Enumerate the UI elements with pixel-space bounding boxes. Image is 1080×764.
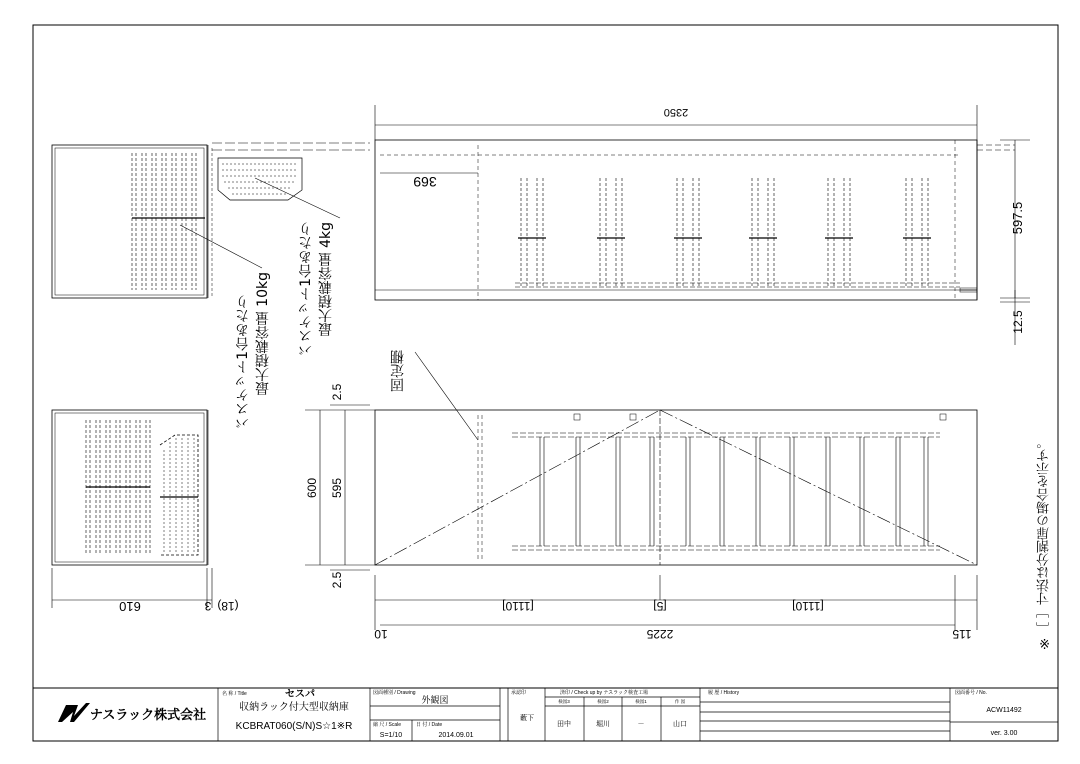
drawing-label: 図面種別 / Drawing [373, 690, 416, 696]
dim-610: 610 [119, 599, 141, 614]
side-view-bottom [52, 410, 208, 565]
plan-dimensions [305, 405, 977, 630]
check-v1: 田中 [557, 721, 571, 728]
dim-369: 369 [413, 174, 437, 190]
title-label: 名 称 / Title [222, 691, 247, 697]
dimension-note: ※［ ］寸法は分割扉の場合を示す。 [1037, 436, 1052, 651]
company-logo [0, 703, 90, 722]
sheet-frame [33, 25, 1058, 741]
front-view-top [375, 140, 1015, 300]
plan-view-shelf-bars [540, 437, 928, 546]
title-main: セスパ [285, 689, 315, 700]
designer-name: 藪下 [520, 715, 534, 722]
check-h2: 検図2 [597, 699, 609, 704]
check-h3: 検図1 [635, 699, 647, 704]
front-view-top-uprights [521, 178, 928, 288]
version: ver. 3.00 [990, 730, 1018, 737]
date-value: 2014.09.01 [438, 732, 474, 739]
drawing-type: 外観図 [421, 695, 449, 705]
scale-value: S=1/10 [379, 732, 403, 739]
dim-597: 597.5 [1010, 201, 1025, 235]
check-v2: 堀川 [596, 721, 610, 728]
dim-2-5-top: 2.5 [330, 383, 344, 401]
drawing-number: ACW11492 [986, 707, 1022, 714]
dim-115: 115 [952, 627, 972, 641]
side-view-top [52, 145, 262, 298]
basket-10kg-line2: 最大積載容量 10kg [255, 272, 271, 396]
history-label: 履 歴 / History [708, 690, 740, 696]
dim-2350: 2350 [663, 106, 689, 118]
dim-600: 600 [305, 477, 319, 499]
company-name: ナスラック株式会社 [89, 707, 207, 722]
basket-4kg-line2: 最大積載容量 4kg [318, 222, 334, 337]
side-view-top-racks [132, 153, 196, 290]
date-label: 日 付 / Date [416, 722, 443, 728]
dim-12: 12.5 [1011, 310, 1025, 334]
dim-1110-right: [1110] [792, 599, 824, 613]
basket-4kg-line1: バスケット1台あたり [298, 222, 314, 357]
check-v4: 山口 [673, 721, 687, 728]
designer-label: 承認印 [511, 690, 527, 696]
check-label: 済印 / Check up by ナスラック検査工場 [560, 690, 649, 696]
check-v3: － [637, 721, 645, 728]
dim-3: 3 [204, 599, 212, 613]
check-h1: 検図3 [558, 699, 570, 704]
number-label: 図面番号 / No. [955, 690, 987, 696]
basket-small-view [212, 143, 370, 218]
fixed-shelf-label: 固定棚 [390, 350, 406, 392]
model-number: KCBRAT060(S/N)S☆1※R [235, 721, 353, 732]
dim-10: 10 [374, 627, 388, 641]
dim-5: [5] [653, 599, 667, 613]
title-sub: 収納ラック付大型収納庫 [239, 702, 349, 713]
basket-10kg-line1: バスケット1台あたり [235, 295, 251, 430]
dim-2225: 2225 [646, 627, 674, 641]
check-h4: 作 図 [674, 699, 686, 704]
top-dimensions [375, 105, 1030, 345]
dim-18: (18) [217, 599, 239, 613]
scale-label: 縮 尺 / Scale [373, 722, 402, 728]
dim-595: 595 [330, 477, 344, 499]
dim-1110-left: [1110] [502, 599, 534, 613]
dim-2-5-bot: 2.5 [330, 571, 344, 589]
plan-view [375, 352, 977, 565]
